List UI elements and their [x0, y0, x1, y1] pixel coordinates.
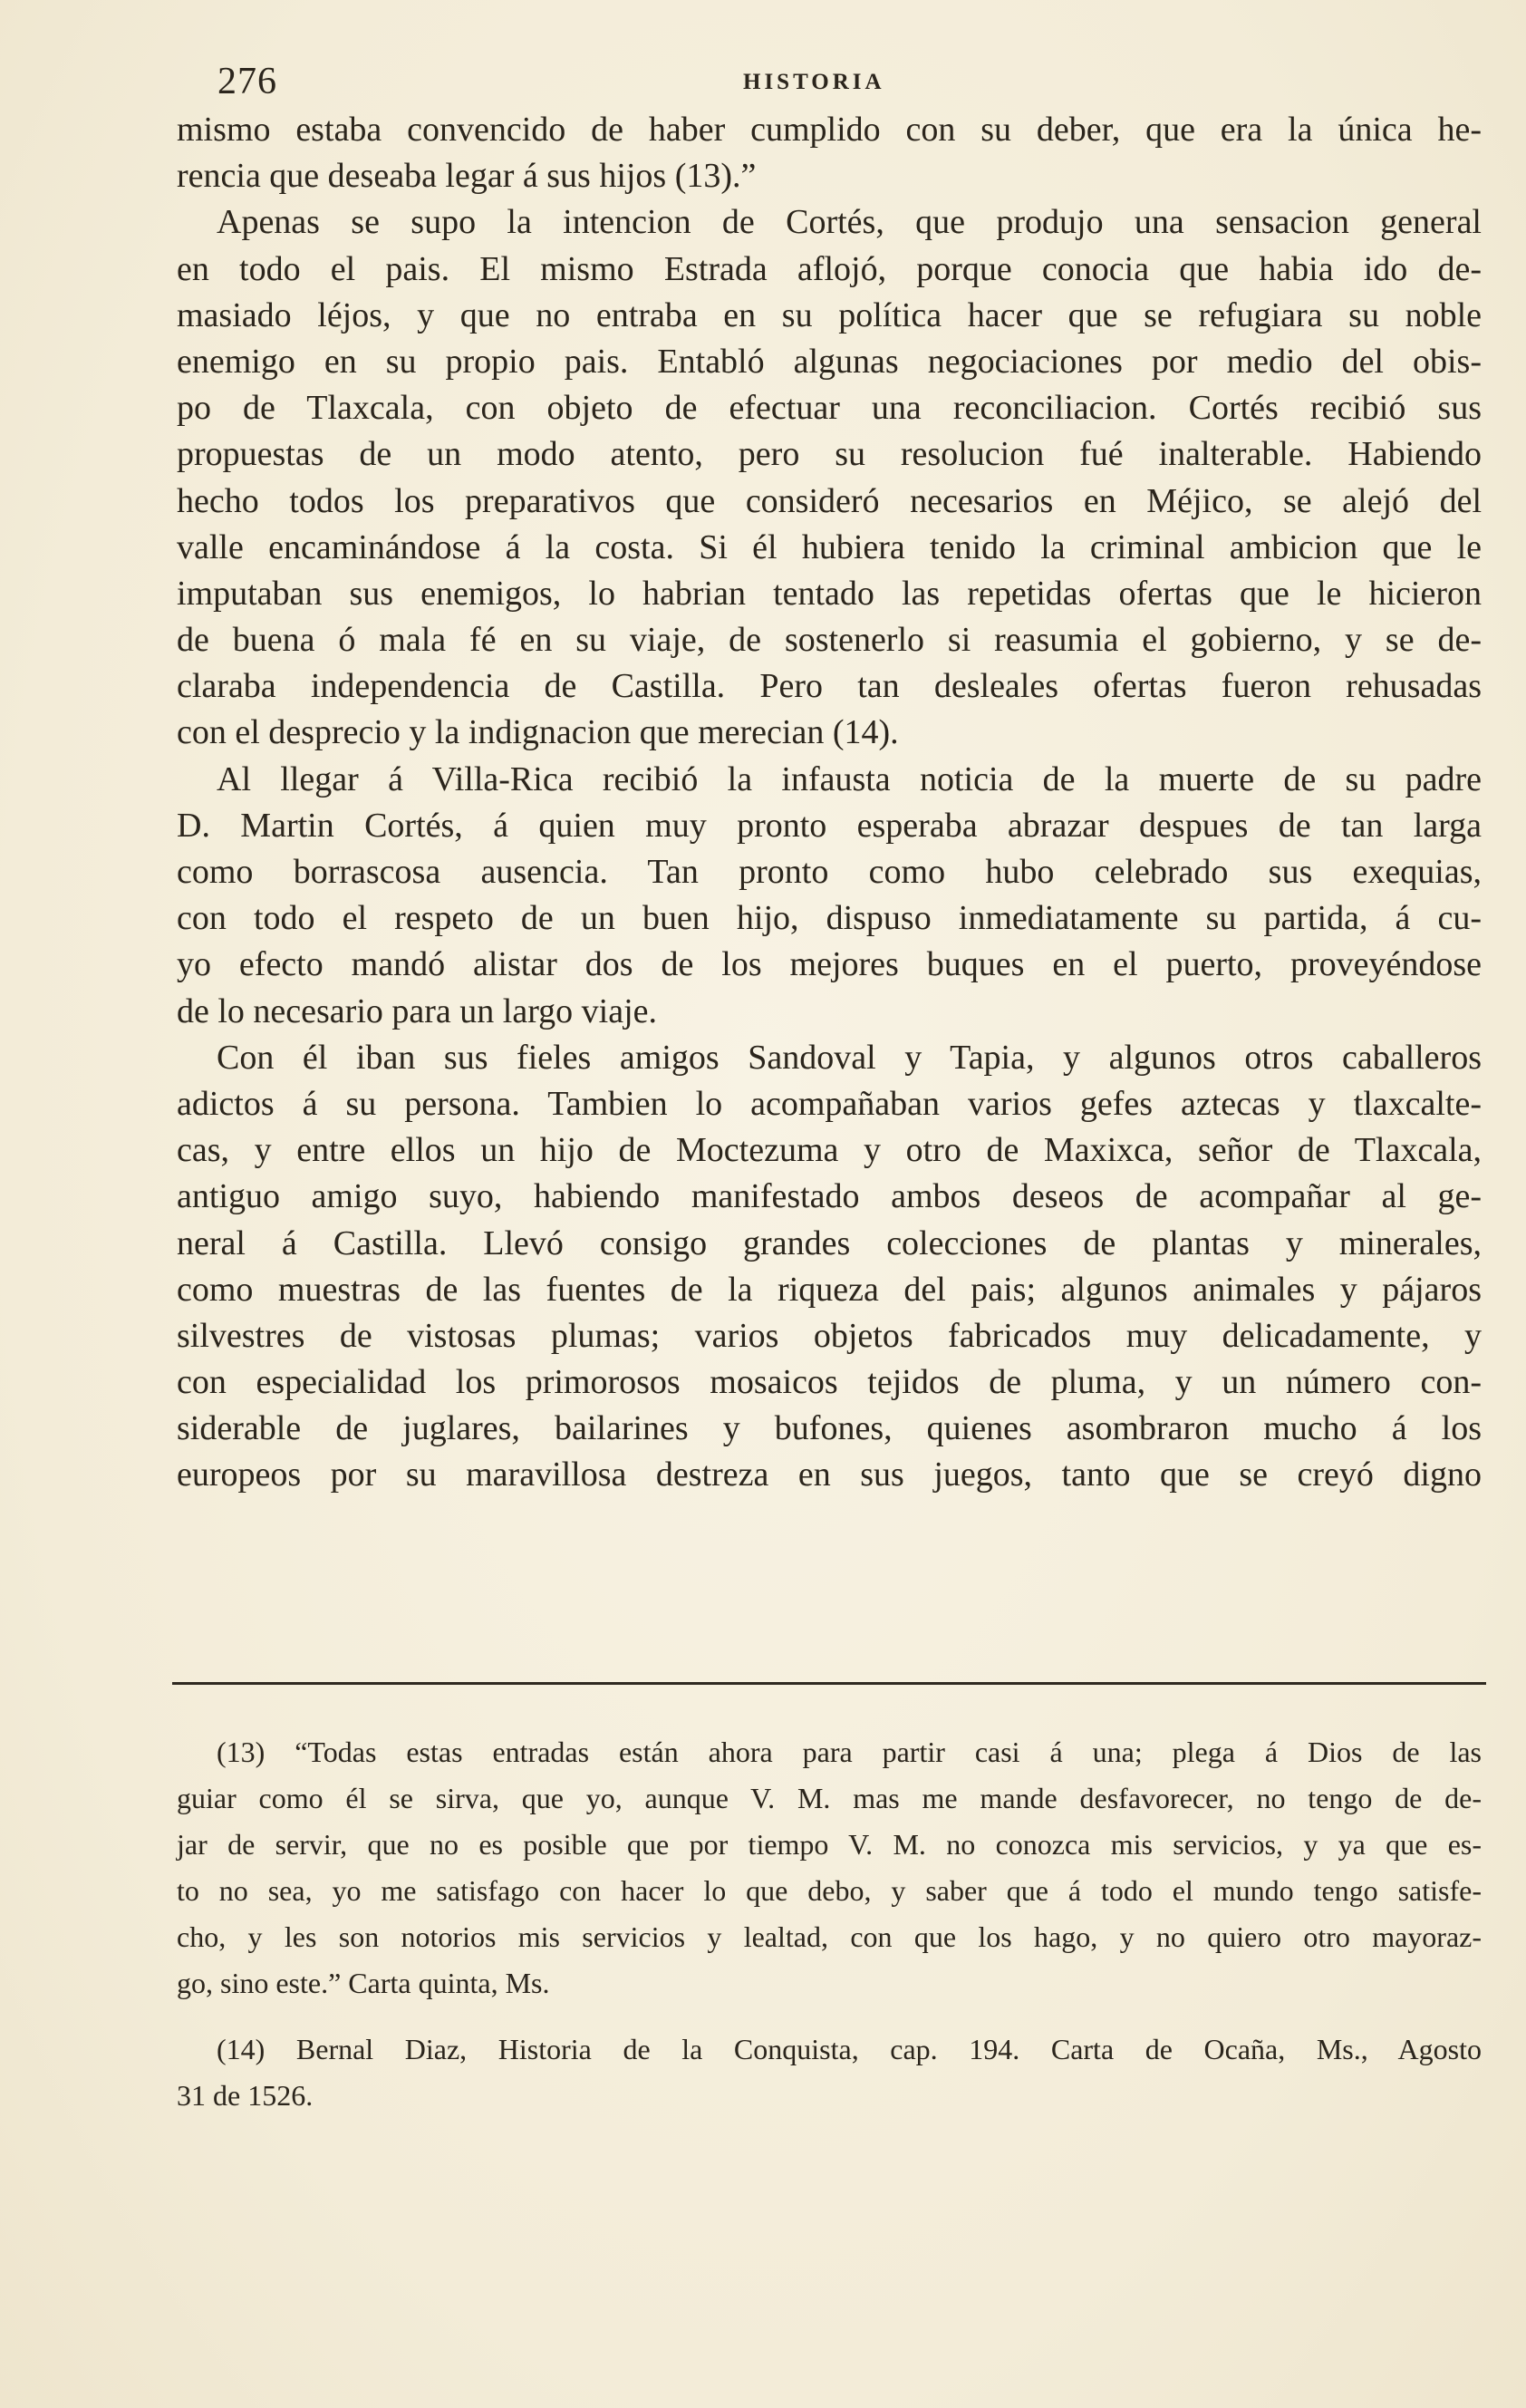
body-line: hecho todos los preparativos que consideró necesarios en Méjico, se alejó del: [177, 481, 1482, 520]
body-line: mismo estaba convencido de haber cumplido con su deber, que era la única he-: [177, 111, 1482, 149]
footnote-line: (13) “Todas estas entradas están ahora para partir casi á una; plega á Dios de las: [217, 1736, 1482, 1768]
body-line: masiado léjos, y que no entraba en su política hacer que se refugiara su noble: [177, 295, 1482, 334]
footnote-line: cho, y les son notorios mis servicios y lealtad, con que los hago, y no quiero otro mayoraz-: [177, 1920, 1482, 1953]
body-line: imputaban sus enemigos, lo habrian tentado las repetidas ofertas que le hicieron: [177, 574, 1482, 613]
footnote-line: guiar como él se sirva, que yo, aunque V. M. mas me mande desfavorecer, no tengo de de-: [177, 1782, 1482, 1814]
footnote-line: (14) Bernal Diaz, Historia de la Conquista, cap. 194. Carta de Ocaña, Ms., Agosto: [217, 2033, 1482, 2065]
footnote-line: jar de servir, que no es posible que por tiempo V. M. no conozca mis servicios, y ya que es-: [177, 1828, 1482, 1861]
body-line: antiguo amigo suyo, habiendo manifestado ambos deseos de acompañar al ge-: [177, 1177, 1482, 1216]
body-line: po de Tlaxcala, con objeto de efectuar una reconciliacion. Cortés recibió sus: [177, 389, 1482, 428]
footnote-line: to no sea, yo me satisfago con hacer lo que debo, y saber que á todo el mundo tengo satisfe-: [177, 1874, 1482, 1907]
body-line: con el desprecio y la indignacion que merecian (14).: [177, 713, 899, 752]
body-line: Al llegar á Villa-Rica recibió la infausta noticia de la muerte de su padre: [217, 759, 1482, 798]
body-line: de buena ó mala fé en su viaje, de sostenerlo si reasumia el gobierno, y se de-: [177, 621, 1482, 660]
body-line: con especialidad los primorosos mosaicos tejidos de pluma, y un número con-: [177, 1363, 1482, 1402]
body-line: como muestras de las fuentes de la riqueza del pais; algunos animales y pájaros: [177, 1270, 1482, 1309]
running-head: [217, 62, 1477, 102]
body-line: europeos por su maravillosa destreza en sus juegos, tanto que se creyó digno: [177, 1455, 1482, 1494]
body-line: en todo el pais. El mismo Estrada aflojó, porque conocia que habia ido de-: [177, 249, 1482, 288]
footnote-spacer: [177, 2007, 1482, 2026]
body-line: de lo necesario para un largo viaje.: [177, 991, 658, 1030]
body-line: con todo el respeto de un buen hijo, dispuso inmediatamente su partida, á cu-: [177, 899, 1482, 938]
body-line: Con él iban sus fieles amigos Sandoval y Tapia, y algunos otros caballeros: [217, 1038, 1482, 1077]
footnote-divider: [172, 1682, 1486, 1685]
body-line: como borrascosa ausencia. Tan pronto como hubo celebrado sus exequias,: [177, 853, 1482, 891]
footnote-13: [177, 1729, 1482, 2007]
body-line: Apenas se supo la intencion de Cortés, que produjo una sensacion general: [217, 203, 1482, 242]
body-text: [177, 107, 1482, 1499]
body-line: yo efecto mandó alistar dos de los mejores buques en el puerto, proveyéndose: [177, 945, 1482, 984]
body-line: adictos á su persona. Tambien lo acompañaban varios gefes aztecas y tlaxcalte-: [177, 1084, 1482, 1123]
body-line: rencia que deseaba legar á sus hijos (13).”: [177, 157, 757, 196]
body-line: claraba independencia de Castilla. Pero tan desleales ofertas fueron rehusadas: [177, 667, 1482, 706]
footnote-line: 31 de 1526.: [177, 2079, 314, 2112]
body-line: valle encaminándose á la costa. Si él hubiera tenido la criminal ambicion que le: [177, 527, 1482, 566]
running-title: HISTORIA: [743, 70, 885, 94]
footnote-14: [177, 2026, 1482, 2119]
body-line: cas, y entre ellos un hijo de Moctezuma y otro de Maxixca, señor de Tlaxcala,: [177, 1131, 1482, 1170]
body-line: siderable de juglares, bailarines y bufones, quienes asombraron mucho á los: [177, 1409, 1482, 1448]
body-line: enemigo en su propio pais. Entabló algunas negociaciones por medio del obis-: [177, 342, 1482, 381]
page-number: 276: [217, 61, 277, 102]
footnote-line: go, sino este.” Carta quinta, Ms.: [177, 1967, 550, 1999]
body-line: silvestres de vistosas plumas; varios objetos fabricados muy delicadamente, y: [177, 1316, 1482, 1355]
body-line: propuestas de un modo atento, pero su resolucion fué inalterable. Habiendo: [177, 435, 1482, 474]
footnotes: [177, 1729, 1482, 2119]
body-line: D. Martin Cortés, á quien muy pronto esperaba abrazar despues de tan larga: [177, 806, 1482, 845]
body-line: neral á Castilla. Llevó consigo grandes colecciones de plantas y minerales,: [177, 1223, 1482, 1262]
